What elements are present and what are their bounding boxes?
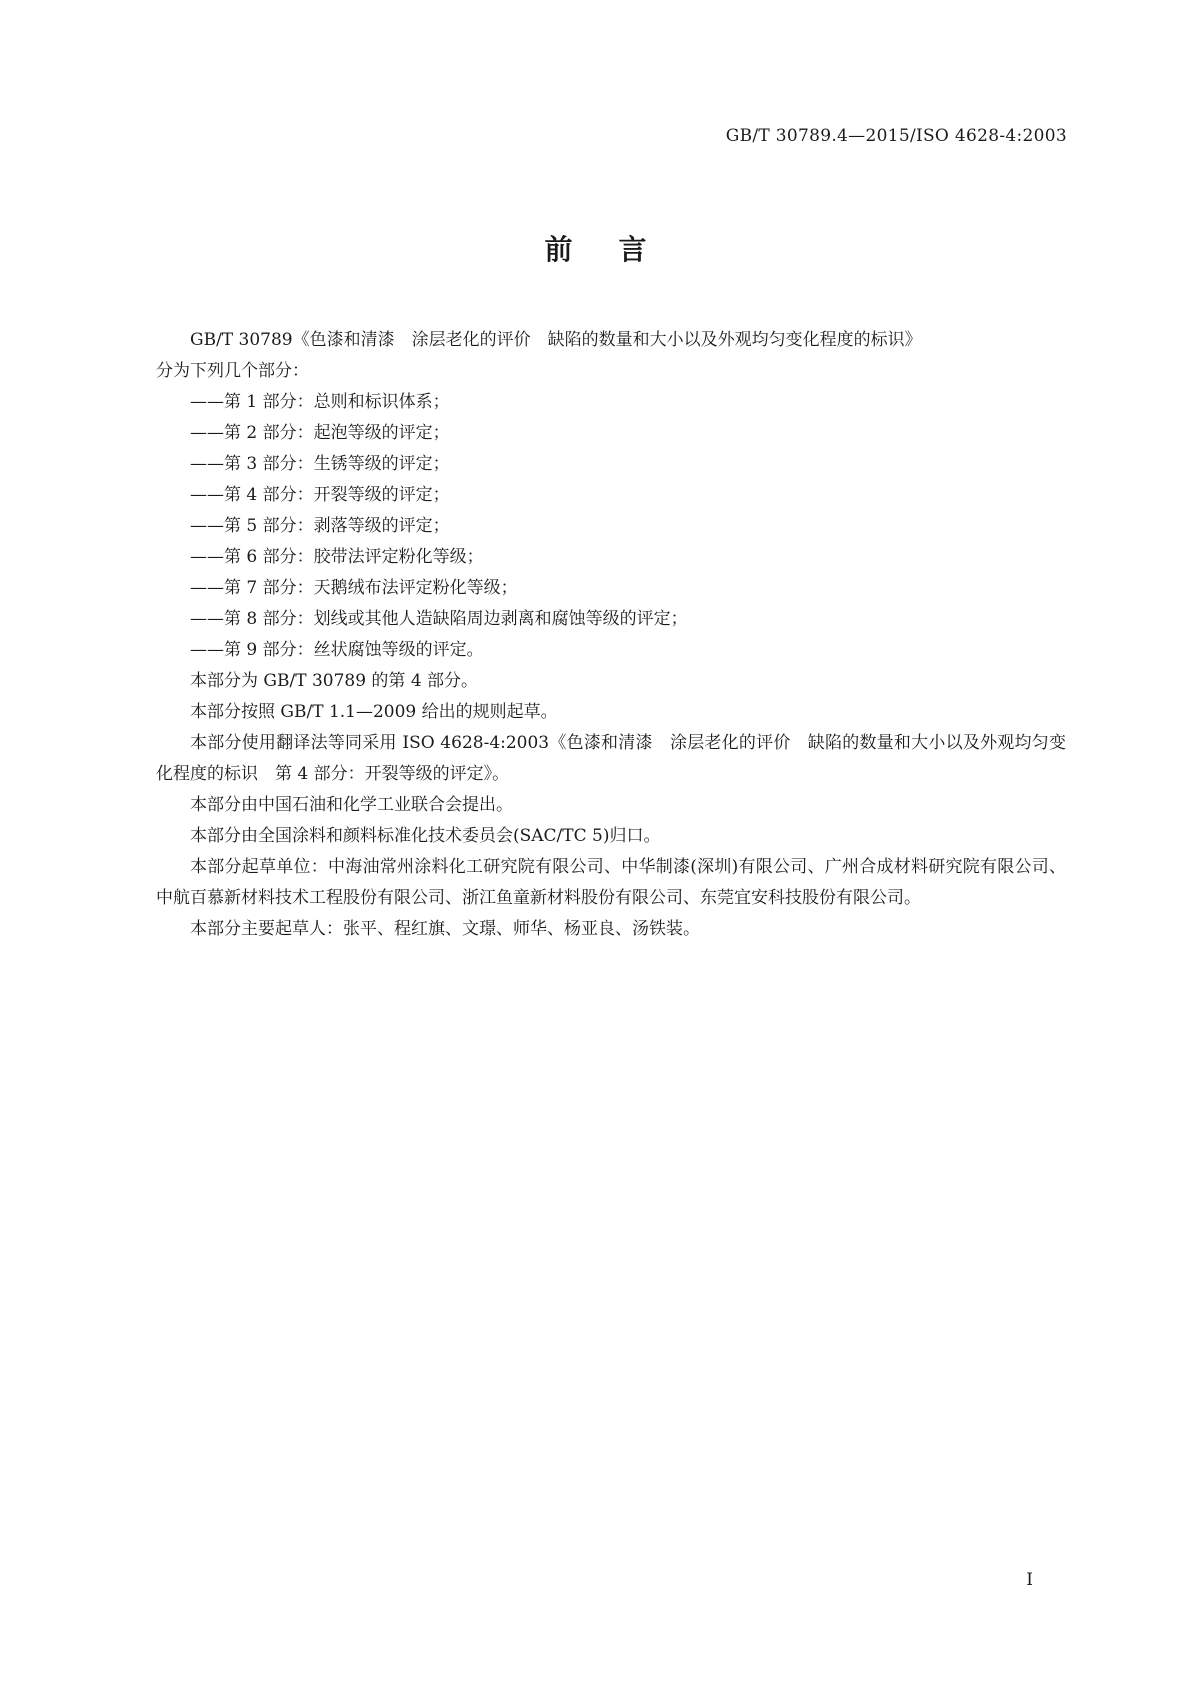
list-item: ——第 5 部分：剥落等级的评定；	[190, 516, 450, 536]
list-item: ——第 9 部分：丝状腐蚀等级的评定。	[190, 640, 484, 660]
foreword-body	[156, 325, 1066, 945]
drafting-rules-statement: 本部分按照 GB/T 1.1—2009 给出的规则起草。	[190, 702, 558, 722]
list-item: ——第 7 部分：天鹅绒布法评定粉化等级；	[190, 578, 518, 598]
list-item: ——第 1 部分：总则和标识体系；	[190, 392, 450, 412]
page-title: 前言	[544, 233, 693, 266]
intro-line-2: 分为下列几个部分：	[156, 361, 309, 381]
list-item: ——第 2 部分：起泡等级的评定；	[190, 423, 450, 443]
translation-statement: 本部分使用翻译法等同采用 ISO 4628-4:2003《色漆和清漆 涂层老化的评价 缺陷的数量和大小以及外观均匀变化程度的标识 第 4 部分：开裂等级的评定》。	[156, 733, 1066, 784]
part-of-statement: 本部分为 GB/T 30789 的第 4 部分。	[190, 671, 479, 691]
page-number: I	[1026, 1570, 1033, 1590]
proposed-by-statement: 本部分由中国石油和化学工业联合会提出。	[190, 795, 513, 815]
parts-list	[156, 387, 1066, 666]
centralized-by-statement: 本部分由全国涂料和颜料标准化技术委员会(SAC/TC 5)归口。	[190, 826, 661, 846]
standard-number-header: GB/T 30789.4—2015/ISO 4628-4:2003	[725, 126, 1067, 146]
intro-line-1: GB/T 30789《色漆和清漆 涂层老化的评价 缺陷的数量和大小以及外观均匀变化程度的标识》	[190, 330, 922, 350]
list-item: ——第 4 部分：开裂等级的评定；	[190, 485, 450, 505]
drafting-units-statement: 本部分起草单位：中海油常州涂料化工研究院有限公司、中华制漆(深圳)有限公司、广州合成材料研究院有限公司、中航百慕新材料技术工程股份有限公司、浙江鱼童新材料股份有限公司、东莞宜安科技股份有限公司。	[156, 857, 1066, 908]
list-item: ——第 8 部分：划线或其他人造缺陷周边剥离和腐蚀等级的评定；	[190, 609, 688, 629]
list-item: ——第 6 部分：胶带法评定粉化等级；	[190, 547, 484, 567]
list-item: ——第 3 部分：生锈等级的评定；	[190, 454, 450, 474]
drafters-statement: 本部分主要起草人：张平、程红旗、文璟、师华、杨亚良、汤铁装。	[190, 919, 700, 939]
